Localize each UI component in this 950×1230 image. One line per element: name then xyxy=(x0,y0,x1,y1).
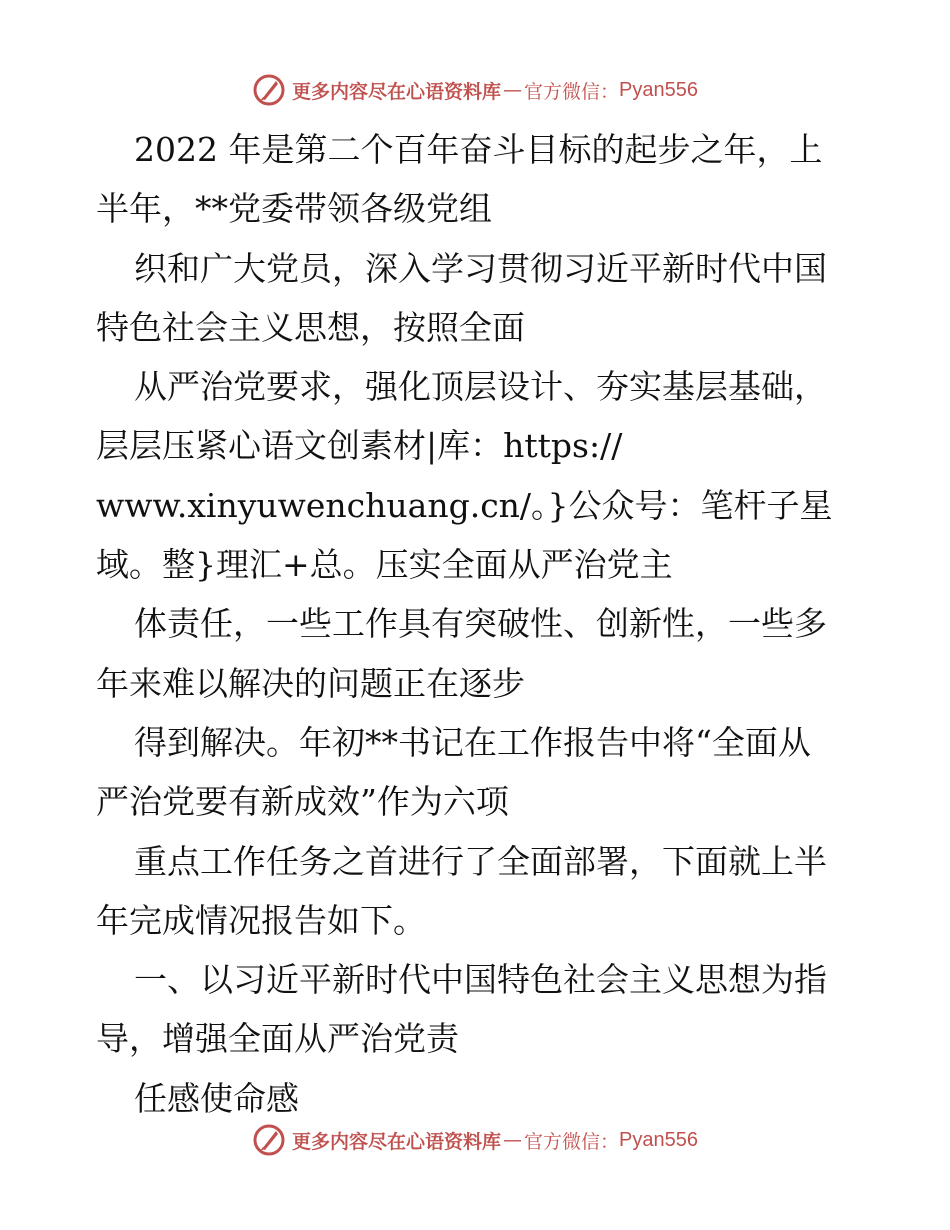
quill-pen-logo-icon xyxy=(252,1123,286,1157)
footer-banner xyxy=(0,1120,950,1160)
body-line: 年完成情况报告如下。 xyxy=(96,900,426,940)
quill-pen-logo-icon xyxy=(252,73,286,107)
banner-wechat-label: 官方微信： xyxy=(524,80,620,103)
body-line: 得到解决。年初**书记在工作报告中将“全面从 xyxy=(134,722,811,762)
body-line: 织和广大党员，深入学习贯彻习近平新时代中国 xyxy=(134,248,827,288)
banner-wechat-label: 官方微信： xyxy=(524,1130,620,1153)
body-line: 严治党要有新成效”作为六项 xyxy=(96,782,509,822)
body-line: 从严治党要求，强化顶层设计、夯实基层基础， xyxy=(134,367,827,407)
section-heading-line: 导，增强全面从严治党责 xyxy=(96,1019,459,1059)
section-heading-line: 任感使命感 xyxy=(134,1078,299,1118)
banner-dash: — xyxy=(503,79,523,101)
body-line: 特色社会主义思想，按照全面 xyxy=(96,307,525,347)
document-body xyxy=(96,120,866,1128)
body-line: 体责任，一些工作具有突破性、创新性，一些多 xyxy=(134,604,827,644)
section-heading-line: 一、以习近平新时代中国特色社会主义思想为指 xyxy=(134,960,827,1000)
body-line: 层层压紧心语文创素材|库：https:// xyxy=(96,426,623,466)
body-line: 域。整}理汇+总。压实全面从严治党主 xyxy=(96,545,673,585)
body-line: www.xinyuwenchuang.cn/。}公众号：笔杆子星 xyxy=(96,485,833,525)
banner-wechat-id: Pyan556 xyxy=(619,78,698,101)
banner-main-text: 更多内容尽在心语资料库 xyxy=(292,1130,502,1153)
banner-main-text: 更多内容尽在心语资料库 xyxy=(292,80,502,103)
header-banner xyxy=(0,70,950,110)
body-line: 2022 年是第二个百年奋斗目标的起步之年，上 xyxy=(134,130,823,169)
banner-wechat-id: Pyan556 xyxy=(619,1128,698,1151)
body-line: 年来难以解决的问题正在逐步 xyxy=(96,663,525,703)
body-line: 重点工作任务之首进行了全面部署，下面就上半 xyxy=(134,841,827,881)
banner-dash: — xyxy=(503,1129,523,1151)
body-line: 半年，**党委带领各级党组 xyxy=(96,189,492,229)
